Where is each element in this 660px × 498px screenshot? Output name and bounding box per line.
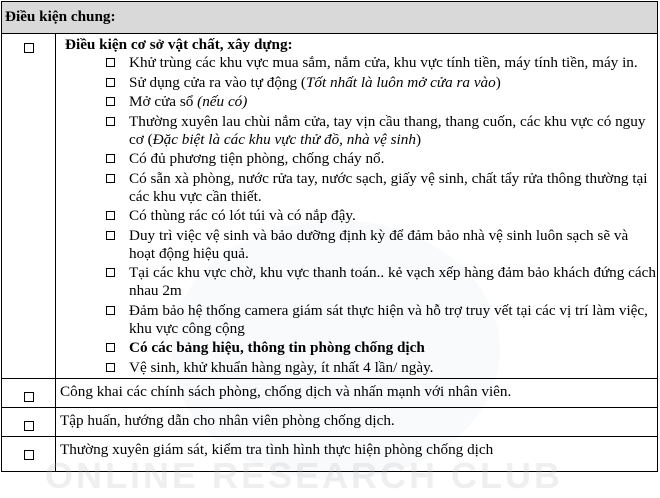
table-row <box>2 379 658 408</box>
item-checkbox[interactable] <box>106 117 115 126</box>
table-row <box>2 437 658 472</box>
section-title: Điều kiện cơ sở vật chất, xây dựng: <box>65 36 293 53</box>
item-checkbox[interactable] <box>106 231 115 240</box>
list-item: Thường xuyên lau chùi nắm cửa, tay vịn cầu thang, thang cuốn, các khu vực có nguy cơ (Đặc biệt là các khu vực thử đồ, nhà vệ sinh) <box>103 113 657 149</box>
list-item: Khử trùng các khu vực mua sắm, nắm cửa, khu vực tính tiền, máy tính tiền, máy in. <box>103 54 657 72</box>
list-item: Đảm bảo hệ thống camera giám sát thực hiện và hỗ trợ truy vết tại các vị trí làm việc, khu vực công cộng <box>103 302 657 338</box>
item-checkbox[interactable] <box>106 97 115 106</box>
item-checkbox[interactable] <box>106 58 115 67</box>
section-checkbox-cell <box>2 34 56 379</box>
item-checkbox[interactable] <box>106 343 115 352</box>
section-content <box>56 34 658 379</box>
item-checkbox[interactable] <box>106 174 115 183</box>
list-item: Có sẵn xà phòng, nước rửa tay, nước sạch, giấy vệ sinh, chất tẩy rửa thông thường tại các khu vực cần thiết. <box>103 170 657 206</box>
list-item: Có đủ phương tiện phòng, chống cháy nổ. <box>103 150 657 168</box>
item-checkbox[interactable] <box>106 306 115 315</box>
table-row <box>2 408 658 437</box>
header-row <box>2 2 658 34</box>
item-checkbox[interactable] <box>106 78 115 87</box>
row-text: Thường xuyên giám sát, kiểm tra tình hình thực hiện phòng chống dịch <box>56 437 658 472</box>
item-checkbox[interactable] <box>106 211 115 220</box>
item-checkbox[interactable] <box>106 268 115 277</box>
list-item: Mở cửa sổ (nếu có) <box>103 93 657 111</box>
checklist-table <box>1 1 658 472</box>
row-checkbox[interactable] <box>24 450 34 460</box>
list-item: Có các bảng hiệu, thông tin phòng chống dịch <box>103 339 657 357</box>
list-item: Duy trì việc vệ sinh và bảo dưỡng định kỳ để đảm bảo nhà vệ sinh luôn sạch sẽ và hoạt động hiệu quả. <box>103 227 657 263</box>
list-item: Tại các khu vực chờ, khu vực thanh toán.. kẻ vạch xếp hàng đảm bảo khách đứng cách nhau 2m <box>103 264 657 300</box>
list-item: Có thùng rác có lót túi và có nắp đậy. <box>103 207 657 225</box>
row-checkbox[interactable] <box>24 421 34 431</box>
section-row <box>2 34 658 379</box>
watermark-text: ONLINE RESEARCH CLUB <box>45 455 564 496</box>
section-checkbox[interactable] <box>24 43 34 53</box>
row-text: Công khai các chính sách phòng, chống dịch và nhấn mạnh với nhân viên. <box>56 379 658 408</box>
item-checkbox[interactable] <box>106 154 115 163</box>
list-item: Sử dụng cửa ra vào tự động (Tốt nhất là luôn mở cửa ra vào) <box>103 74 657 92</box>
list-item: Vệ sinh, khử khuẩn hàng ngày, ít nhất 4 lần/ ngày. <box>103 359 657 377</box>
section-item-list <box>56 54 657 377</box>
row-checkbox[interactable] <box>24 392 34 402</box>
header-title: Điều kiện chung: <box>2 2 658 34</box>
item-checkbox[interactable] <box>106 363 115 372</box>
row-text: Tập huấn, hướng dẫn cho nhân viên phòng chống dịch. <box>56 408 658 437</box>
